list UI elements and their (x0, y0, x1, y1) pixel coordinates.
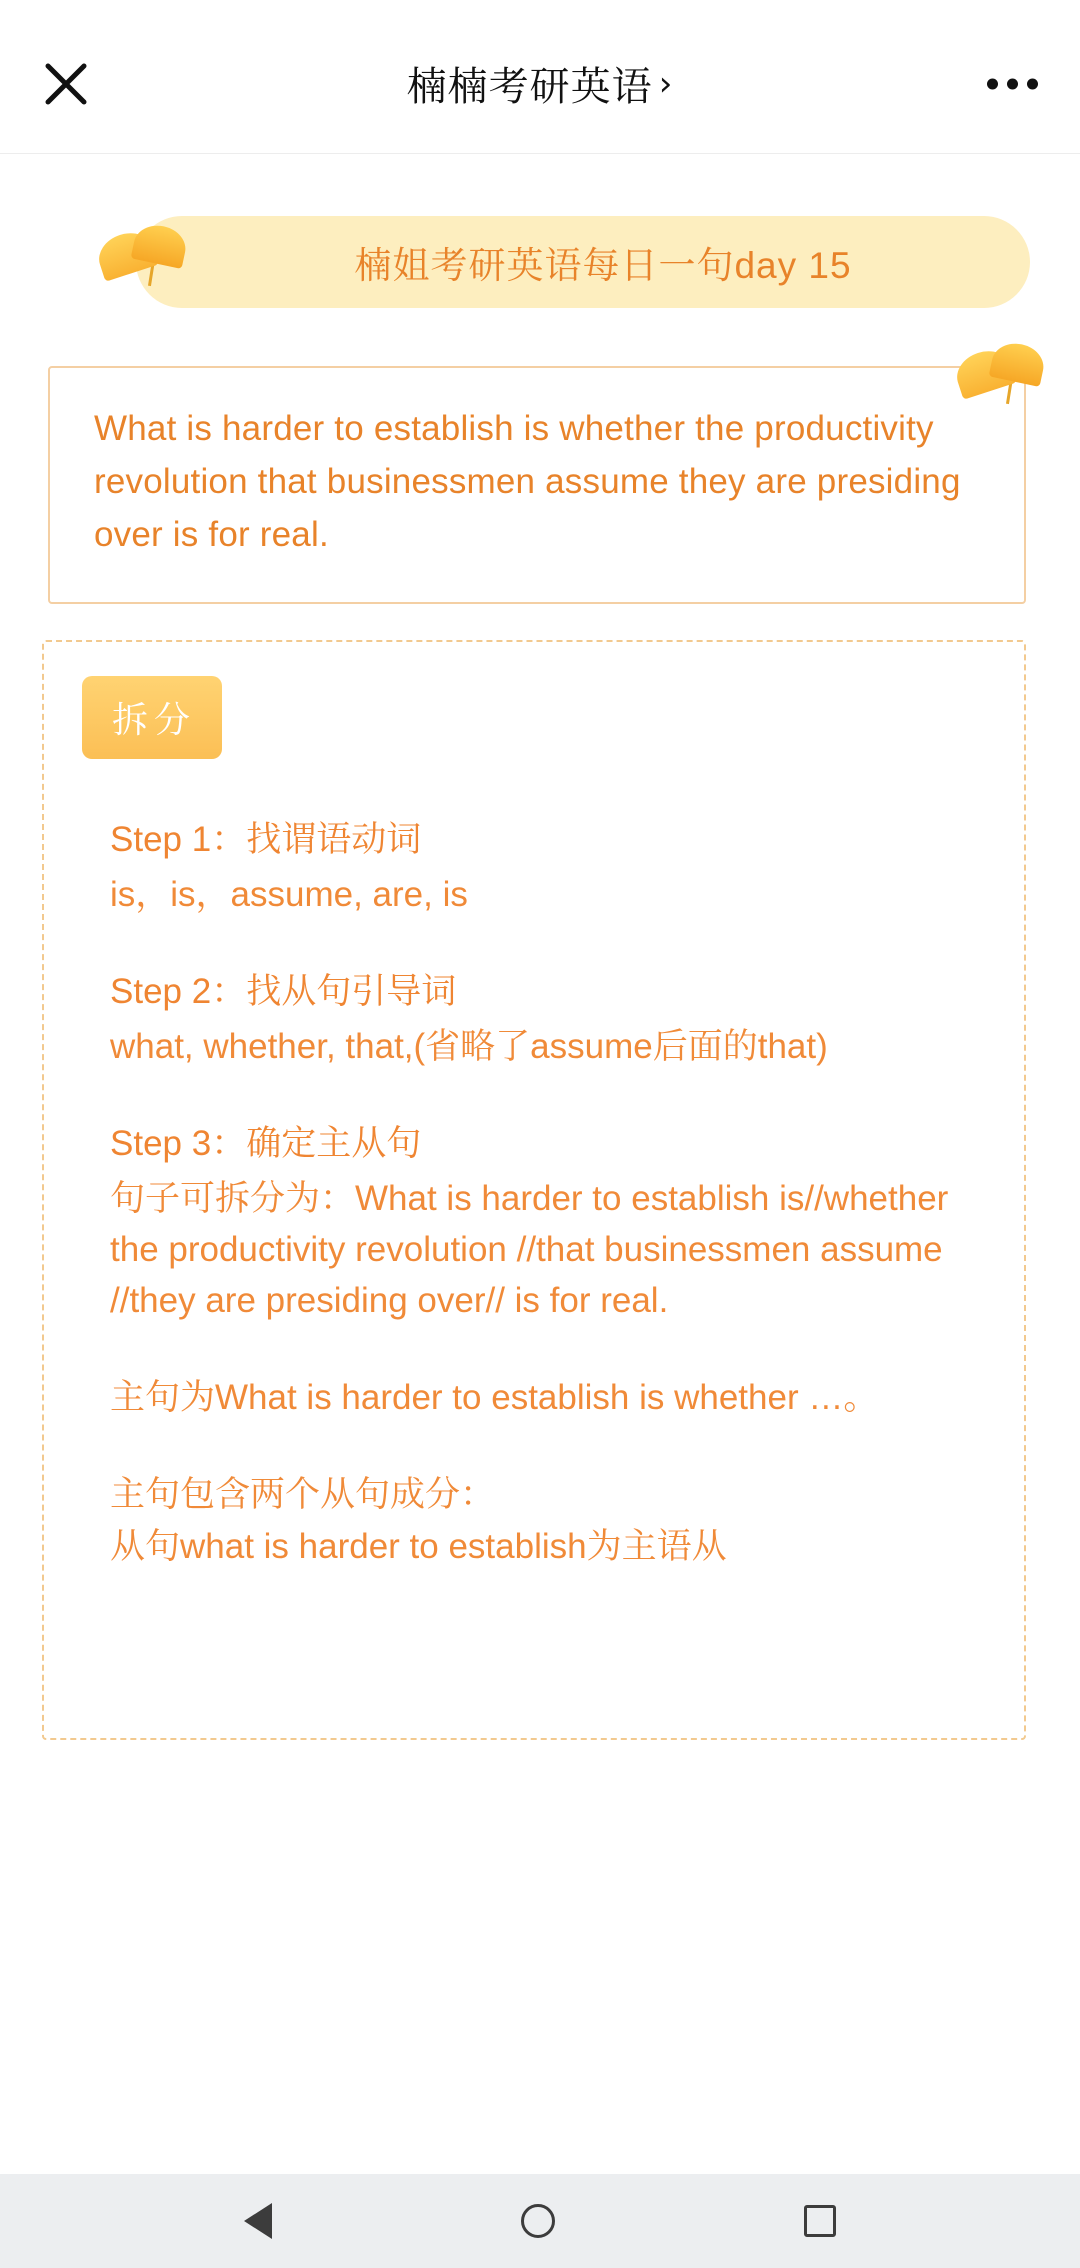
banner-title: 楠姐考研英语每日一句day 15 (354, 245, 852, 286)
step-body: what, whether, that,(省略了assume后面的that) (110, 1026, 828, 1066)
home-circle-icon[interactable] (521, 2204, 555, 2238)
quote-box (48, 366, 1026, 604)
step-body: is，is，assume, are, is (110, 874, 468, 914)
step-item (110, 1521, 978, 1572)
system-nav-bar (0, 2174, 1080, 2268)
step-heading: Step 1：找谓语动词 (110, 819, 422, 859)
chevron-right-icon: › (658, 63, 674, 104)
step-item (110, 1118, 978, 1326)
step-item (110, 1372, 978, 1423)
step-item (110, 1469, 978, 1520)
step-body: 主句为What is harder to establish is whether …。 (110, 1378, 879, 1418)
step-body: 从句what is harder to establish为主语从 (110, 1526, 727, 1566)
status-spacer (0, 0, 1080, 14)
more-dot (987, 78, 998, 89)
quote-text: What is harder to establish is whether the productivity revolution that businessmen assume they are presiding over is for real. (94, 409, 961, 555)
more-dot (1007, 78, 1018, 89)
quote-wrap (48, 366, 1026, 604)
top-bar (0, 14, 1080, 154)
recents-square-icon[interactable] (804, 2205, 836, 2237)
page-title[interactable] (407, 55, 674, 112)
step-item (110, 966, 978, 1072)
step-item (110, 814, 978, 920)
banner-wrap (98, 216, 1030, 308)
steps-list (44, 694, 1024, 1572)
step-heading: Step 3：确定主从句 (110, 1123, 422, 1163)
page-title-text: 楠楠考研英语 (406, 65, 653, 109)
article-content[interactable] (0, 154, 1080, 2174)
step-body: 句子可拆分为：What is harder to establish is//whether the productivity revolution //that businessmen assume //they are presiding over// is for real. (110, 1179, 949, 1321)
more-dot (1027, 78, 1038, 89)
split-tag: 拆分 (82, 676, 222, 759)
more-options-icon[interactable] (987, 78, 1038, 89)
split-section (42, 640, 1026, 1740)
step-body: 主句包含两个从句成分： (110, 1475, 496, 1515)
banner (136, 216, 1030, 308)
close-icon[interactable] (38, 56, 94, 112)
step-heading: Step 2：找从句引导词 (110, 971, 457, 1011)
back-triangle-icon[interactable] (244, 2203, 272, 2239)
